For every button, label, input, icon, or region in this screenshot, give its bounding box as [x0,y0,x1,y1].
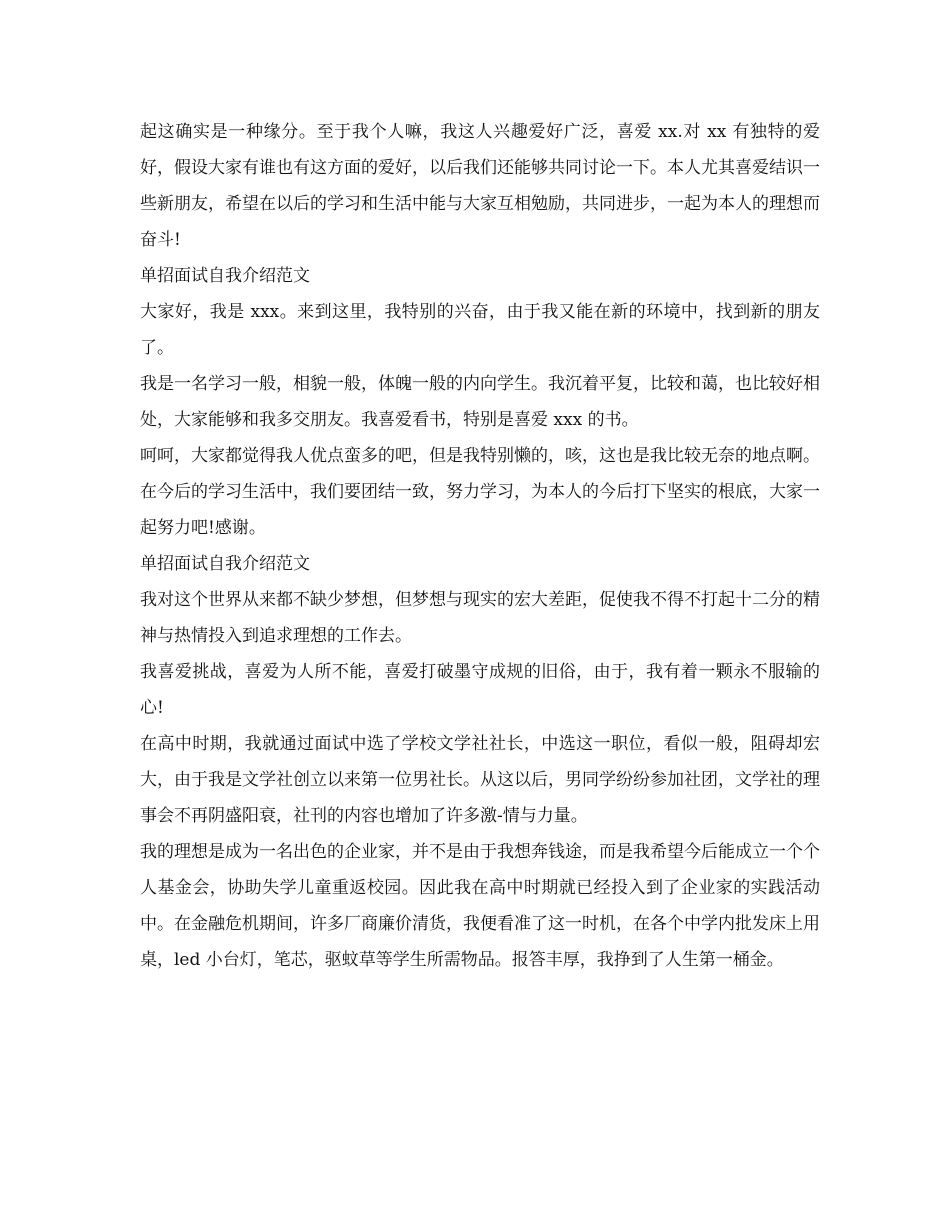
paragraph-intro-continuation: 起这确实是一种缘分。至于我个人嘛，我这人兴趣爱好广泛，喜爱 xx.对 xx 有独特的爱好，假设大家有谁也有这方面的爱好，以后我们还能够共同讨论一下。本人尤其喜爱结识一些新朋友，希望在以后的学习和生活中能与大家互相勉励，共同进步，一起为本人的理想而奋斗! [140,122,820,250]
paragraph: 在高中时期，我就通过面试中选了学校文学社社长，中选这一职位，看似一般，阻碍却宏大，由于我是文学社创立以来第一位男社长。从这以后，男同学纷纷参加社团，文学社的理事会不再阴盛阳衰，社刊的内容也增加了许多激-情与力量。 [140,734,820,826]
paragraph: 我的理想是成为一名出色的企业家，并不是由于我想奔钱途，而是我希望今后能成立一个个人基金会，协助失学儿童重返校园。因此我在高中时期就已经投入到了企业家的实践活动中。在金融危机期间，许多厂商廉价清货，我便看准了这一时机，在各个中学内批发床上用桌，led 小台灯，笔芯，驱蚊草等学生所需物品。报答丰厚，我挣到了人生第一桶金。 [140,842,820,970]
section-heading: 单招面试自我介绍范文 [140,266,310,286]
paragraph: 我喜爱挑战，喜爱为人所不能，喜爱打破墨守成规的旧俗，由于，我有着一颗永不服输的心! [140,662,820,718]
document-body [140,114,820,978]
paragraph: 大家好，我是 xxx。来到这里，我特别的兴奋，由于我又能在新的环境中，找到新的朋友了。 [140,302,820,358]
section-heading: 单招面试自我介绍范文 [140,554,310,574]
paragraph: 在今后的学习生活中，我们要团结一致，努力学习，为本人的今后打下坚实的根底，大家一起努力吧!感谢。 [140,482,820,538]
paragraph: 呵呵，大家都觉得我人优点蛮多的吧，但是我特别懒的，咳，这也是我比较无奈的地点啊。 [140,446,820,466]
paragraph: 我是一名学习一般，相貌一般，体魄一般的内向学生。我沉着平复，比较和蔼，也比较好相处，大家能够和我多交朋友。我喜爱看书，特别是喜爱 xxx 的书。 [140,374,820,430]
paragraph: 我对这个世界从来都不缺少梦想，但梦想与现实的宏大差距，促使我不得不打起十二分的精神与热情投入到追求理想的工作去。 [140,590,820,646]
